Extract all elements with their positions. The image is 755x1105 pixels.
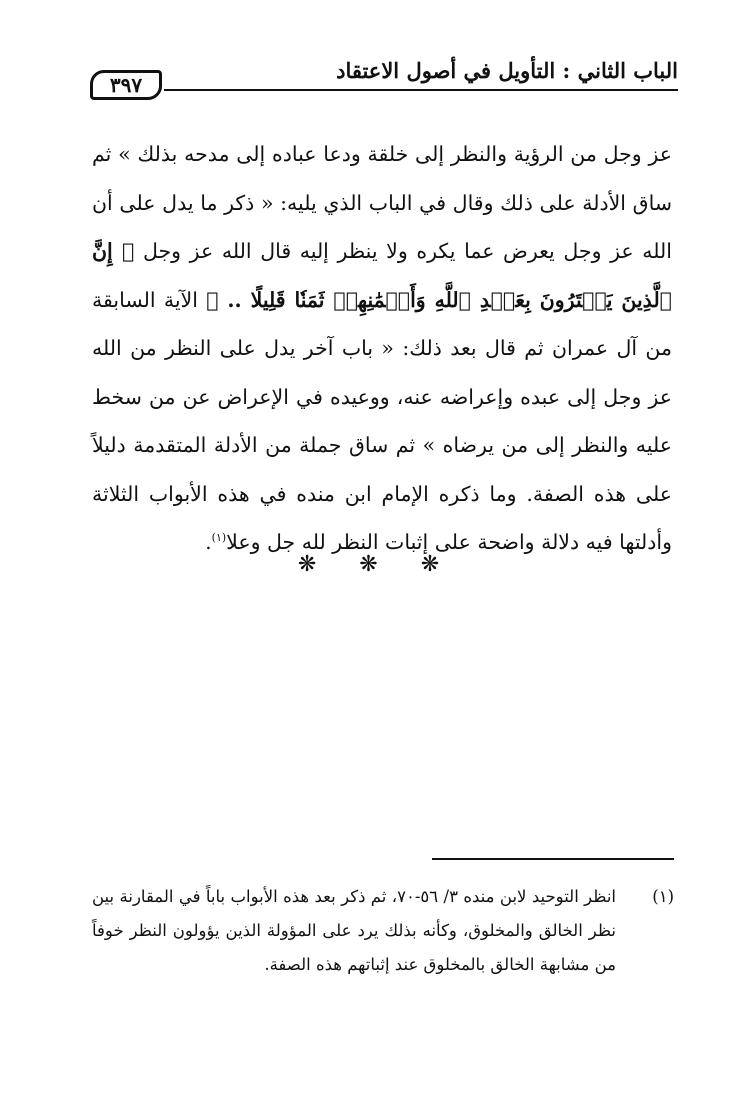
body-text-before-verse: عز وجل من الرؤية والنظر إلى خلقة ودعا عباده إلى مدحه بذلك » ثم ساق الأدلة على ذلك وقال في الباب الذي يليه: « ذكر ما يدل على أن الله عز وجل يعرض عما يكره ولا ينظر إليه قال الله عز وجل bbox=[92, 142, 672, 263]
running-title: الباب الثاني : التأويل في أصول الاعتقاد bbox=[336, 58, 678, 83]
header-rule bbox=[164, 89, 678, 91]
body-paragraph bbox=[92, 130, 672, 567]
end-mark: . bbox=[205, 530, 212, 554]
page-header bbox=[88, 56, 678, 96]
page-number: ٣٩٧ bbox=[90, 70, 162, 100]
footnote-text: انظر التوحيد لابن منده ٣/ ٥٦-٧٠، ثم ذكر بعد هذه الأبواب باباً في المقارنة بين نظر الخالق والمخلوق، وكأنه بذلك يرد على المؤولة الذين يؤولون النظر خوفاً من مشابهة الخالق بالمخلوق عند إثباتهم هذه الصفة. bbox=[92, 887, 616, 974]
section-separator: ❋ ❋ ❋ bbox=[297, 552, 458, 577]
footnote bbox=[92, 880, 674, 982]
footnote-reference: (١) bbox=[211, 531, 227, 545]
body-text-after-verse: الآية السابقة من آل عمران ثم قال بعد ذلك: « باب آخر يدل على النظر من الله عز وجل إلى عبده وإعراضه عنه، ووعيده في الإعراض عن من سخط عليه والنظر إلى من يرضاه » ثم ساق جملة من الأدلة المتقدمة دليلاً على هذه الصفة. وما ذكره الإمام ابن منده في هذه الأبواب الثلاثة وأدلتها فيه دلالة واضحة على إثبات النظر لله جل وعلا bbox=[92, 287, 672, 554]
footnote-number: (١) bbox=[652, 887, 674, 906]
quran-verse: ﴿ إِنَّ ٱلَّذِينَ يَشۡتَرُونَ بِعَهۡدِ ٱللَّهِ وَأَيۡمَٰنِهِمۡ ثَمَنٗا قَلِيلًا .. ﴾ bbox=[92, 239, 672, 312]
main-text bbox=[92, 130, 672, 567]
footnote-rule bbox=[432, 858, 674, 860]
